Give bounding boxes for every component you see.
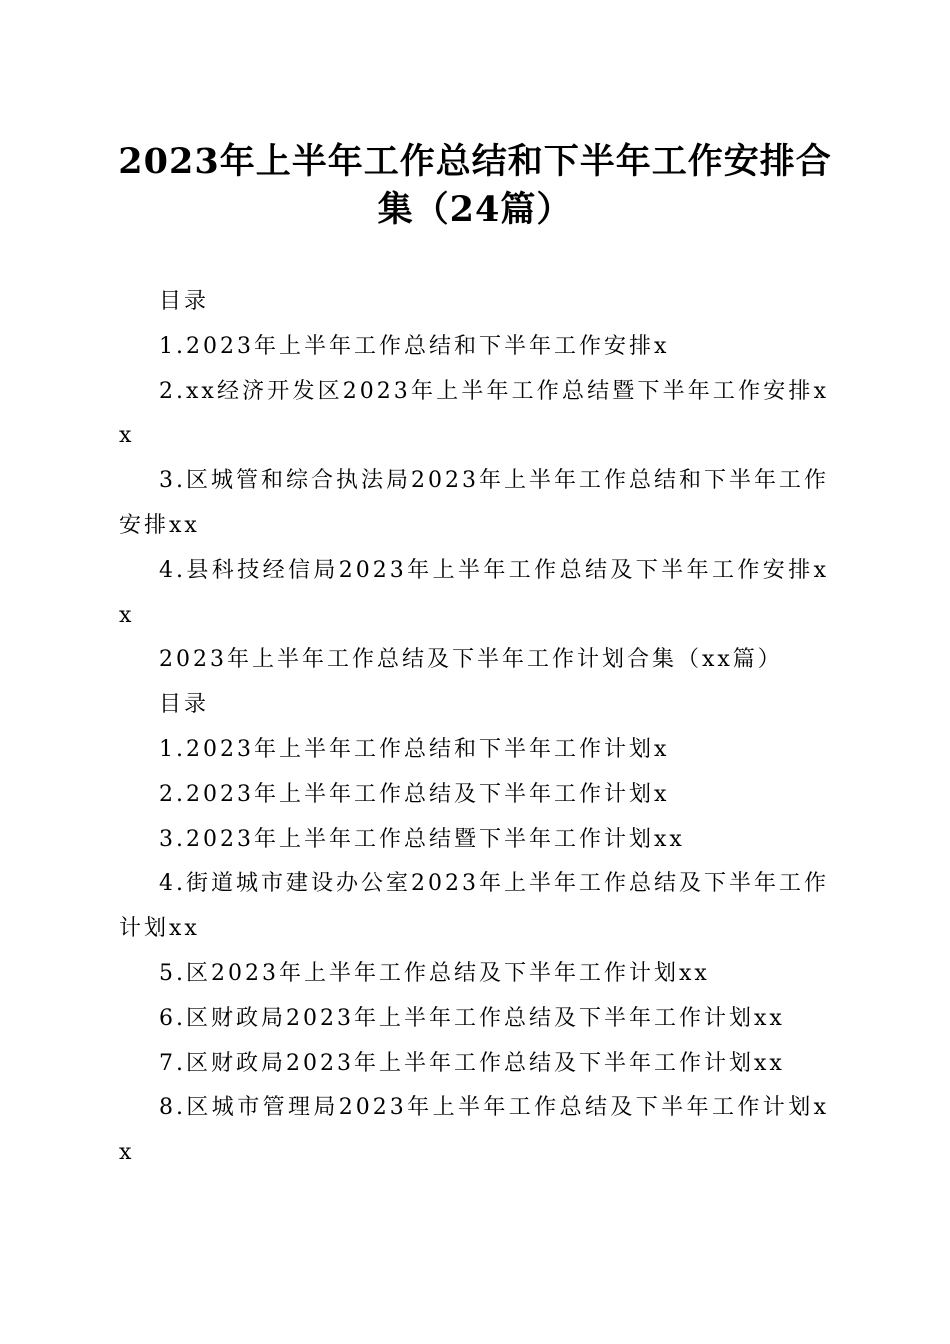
toc-heading: 目录 [159,692,210,718]
toc-item: 6.区财政局2023年上半年工作总结及下半年工作计划xx [159,1005,785,1031]
collection-subtitle: 2023年上半年工作总结及下半年工作计划合集（xx篇） [159,647,783,673]
toc-item: 4.县科技经信局2023年上半年工作总结及下半年工作安排xx [119,557,829,628]
toc-item: 1.2023年上半年工作总结和下半年工作安排x [159,333,670,359]
toc-item: 2.xx经济开发区2023年上半年工作总结暨下半年工作安排xx [119,378,829,449]
document-title [100,138,850,234]
toc-item: 4.街道城市建设办公室2023年上半年工作总结及下半年工作计划xx [119,871,829,942]
document-body [119,280,829,1176]
toc-heading: 目录 [159,289,210,314]
title-line-1: 2023年上半年工作总结和下半年工作安排合 [118,141,832,182]
toc-item: 3.2023年上半年工作总结暨下半年工作计划xx [159,826,685,852]
toc-item: 8.区城市管理局2023年上半年工作总结及下半年工作计划xx [119,1095,829,1166]
toc-item: 7.区财政局2023年上半年工作总结及下半年工作计划xx [159,1050,785,1076]
toc-item: 3.区城管和综合执法局2023年上半年工作总结和下半年工作安排xx [119,468,829,538]
title-line-2: 集（24篇） [377,189,573,230]
toc-item: 1.2023年上半年工作总结和下半年工作计划x [159,736,670,762]
toc-item: 2.2023年上半年工作总结及下半年工作计划x [159,781,670,807]
toc-item: 5.区2023年上半年工作总结及下半年工作计划xx [159,960,710,986]
